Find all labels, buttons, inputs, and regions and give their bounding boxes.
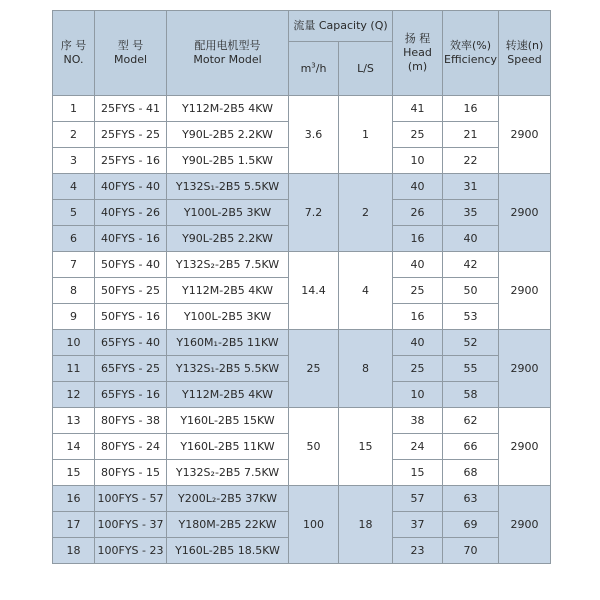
row-number-cell: 11	[53, 356, 95, 382]
row-number-cell: 10	[53, 330, 95, 356]
table-body	[53, 96, 551, 564]
header-capacity: 流量 Capacity (Q)	[289, 11, 393, 42]
efficiency-cell: 55	[443, 356, 499, 382]
model-cell: 100FYS - 57	[95, 486, 167, 512]
row-number-cell: 3	[53, 148, 95, 174]
motor-model-cell: Y160L-2B5 11KW	[167, 434, 289, 460]
efficiency-cell: 52	[443, 330, 499, 356]
head-cell: 25	[393, 356, 443, 382]
motor-model-cell: Y132S₁-2B5 5.5KW	[167, 174, 289, 200]
efficiency-cell: 42	[443, 252, 499, 278]
head-cell: 40	[393, 174, 443, 200]
head-cell: 41	[393, 96, 443, 122]
head-cell: 40	[393, 330, 443, 356]
table-row	[53, 252, 551, 278]
row-number-cell: 8	[53, 278, 95, 304]
row-number-cell: 6	[53, 226, 95, 252]
header-speed: 转速(n) Speed	[499, 11, 551, 96]
capacity-ls-cell: 1	[339, 96, 393, 174]
head-cell: 26	[393, 200, 443, 226]
motor-model-cell: Y100L-2B5 3KW	[167, 304, 289, 330]
pump-spec-table	[52, 10, 551, 564]
motor-model-cell: Y90L-2B5 2.2KW	[167, 226, 289, 252]
head-cell: 10	[393, 382, 443, 408]
model-cell: 100FYS - 23	[95, 538, 167, 564]
model-cell: 50FYS - 16	[95, 304, 167, 330]
table-row	[53, 174, 551, 200]
head-cell: 25	[393, 278, 443, 304]
head-cell: 23	[393, 538, 443, 564]
motor-model-cell: Y100L-2B5 3KW	[167, 200, 289, 226]
efficiency-cell: 63	[443, 486, 499, 512]
efficiency-cell: 58	[443, 382, 499, 408]
motor-model-cell: Y160M₁-2B5 11KW	[167, 330, 289, 356]
motor-model-cell: Y112M-2B5 4KW	[167, 96, 289, 122]
speed-cell: 2900	[499, 96, 551, 174]
speed-cell: 2900	[499, 408, 551, 486]
motor-model-cell: Y180M-2B5 22KW	[167, 512, 289, 538]
efficiency-cell: 53	[443, 304, 499, 330]
row-number-cell: 4	[53, 174, 95, 200]
row-number-cell: 18	[53, 538, 95, 564]
table-row	[53, 408, 551, 434]
model-cell: 40FYS - 16	[95, 226, 167, 252]
capacity-m3h-cell: 25	[289, 330, 339, 408]
efficiency-cell: 16	[443, 96, 499, 122]
capacity-ls-cell: 18	[339, 486, 393, 564]
efficiency-cell: 66	[443, 434, 499, 460]
motor-model-cell: Y160L-2B5 15KW	[167, 408, 289, 434]
motor-model-cell: Y90L-2B5 2.2KW	[167, 122, 289, 148]
model-cell: 25FYS - 16	[95, 148, 167, 174]
efficiency-cell: 50	[443, 278, 499, 304]
efficiency-cell: 40	[443, 226, 499, 252]
capacity-m3h-cell: 100	[289, 486, 339, 564]
capacity-m3h-cell: 3.6	[289, 96, 339, 174]
model-cell: 80FYS - 15	[95, 460, 167, 486]
row-number-cell: 12	[53, 382, 95, 408]
model-cell: 50FYS - 40	[95, 252, 167, 278]
motor-model-cell: Y132S₂-2B5 7.5KW	[167, 460, 289, 486]
row-number-cell: 1	[53, 96, 95, 122]
motor-model-cell: Y112M-2B5 4KW	[167, 382, 289, 408]
model-cell: 40FYS - 26	[95, 200, 167, 226]
table-row	[53, 330, 551, 356]
header-motor-model: 配用电机型号 Motor Model	[167, 11, 289, 96]
model-cell: 50FYS - 25	[95, 278, 167, 304]
capacity-m3h-cell: 14.4	[289, 252, 339, 330]
row-number-cell: 7	[53, 252, 95, 278]
motor-model-cell: Y90L-2B5 1.5KW	[167, 148, 289, 174]
model-cell: 40FYS - 40	[95, 174, 167, 200]
row-number-cell: 17	[53, 512, 95, 538]
header-head: 扬 程 Head (m)	[393, 11, 443, 96]
model-cell: 65FYS - 16	[95, 382, 167, 408]
speed-cell: 2900	[499, 486, 551, 564]
head-cell: 15	[393, 460, 443, 486]
motor-model-cell: Y112M-2B5 4KW	[167, 278, 289, 304]
model-cell: 80FYS - 24	[95, 434, 167, 460]
capacity-ls-cell: 15	[339, 408, 393, 486]
head-cell: 57	[393, 486, 443, 512]
table-header	[53, 11, 551, 96]
motor-model-cell: Y132S₁-2B5 5.5KW	[167, 356, 289, 382]
efficiency-cell: 31	[443, 174, 499, 200]
model-cell: 25FYS - 41	[95, 96, 167, 122]
capacity-ls-cell: 2	[339, 174, 393, 252]
head-cell: 16	[393, 226, 443, 252]
head-cell: 16	[393, 304, 443, 330]
head-cell: 37	[393, 512, 443, 538]
table-row	[53, 486, 551, 512]
row-number-cell: 2	[53, 122, 95, 148]
row-number-cell: 5	[53, 200, 95, 226]
capacity-ls-cell: 8	[339, 330, 393, 408]
head-cell: 38	[393, 408, 443, 434]
efficiency-cell: 69	[443, 512, 499, 538]
speed-cell: 2900	[499, 330, 551, 408]
row-number-cell: 16	[53, 486, 95, 512]
head-cell: 10	[393, 148, 443, 174]
row-number-cell: 14	[53, 434, 95, 460]
efficiency-cell: 62	[443, 408, 499, 434]
efficiency-cell: 22	[443, 148, 499, 174]
motor-model-cell: Y200L₂-2B5 37KW	[167, 486, 289, 512]
motor-model-cell: Y160L-2B5 18.5KW	[167, 538, 289, 564]
row-number-cell: 9	[53, 304, 95, 330]
model-cell: 65FYS - 25	[95, 356, 167, 382]
capacity-ls-cell: 4	[339, 252, 393, 330]
header-no: 序 号 NO.	[53, 11, 95, 96]
capacity-m3h-cell: 7.2	[289, 174, 339, 252]
table-row	[53, 96, 551, 122]
model-cell: 100FYS - 37	[95, 512, 167, 538]
speed-cell: 2900	[499, 252, 551, 330]
efficiency-cell: 21	[443, 122, 499, 148]
speed-cell: 2900	[499, 174, 551, 252]
model-cell: 65FYS - 40	[95, 330, 167, 356]
efficiency-cell: 35	[443, 200, 499, 226]
efficiency-cell: 70	[443, 538, 499, 564]
row-number-cell: 15	[53, 460, 95, 486]
motor-model-cell: Y132S₂-2B5 7.5KW	[167, 252, 289, 278]
head-cell: 40	[393, 252, 443, 278]
header-ls: L/S	[339, 42, 393, 96]
efficiency-cell: 68	[443, 460, 499, 486]
header-model: 型 号 Model	[95, 11, 167, 96]
head-cell: 24	[393, 434, 443, 460]
header-m3h: $m^3/h$	[289, 42, 339, 96]
row-number-cell: 13	[53, 408, 95, 434]
capacity-m3h-cell: 50	[289, 408, 339, 486]
header-efficiency: 效率(%) Efficiency	[443, 11, 499, 96]
head-cell: 25	[393, 122, 443, 148]
model-cell: 25FYS - 25	[95, 122, 167, 148]
model-cell: 80FYS - 38	[95, 408, 167, 434]
